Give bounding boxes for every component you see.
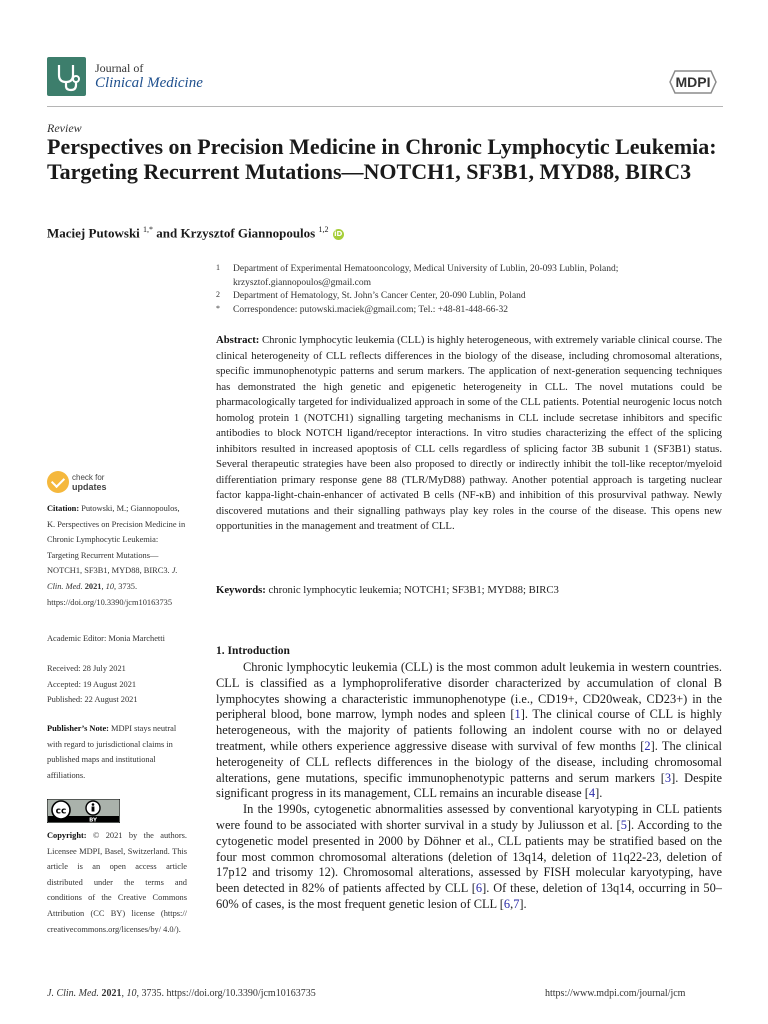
affiliation-email[interactable]: krzysztof.giannopoulos@gmail.com [233,278,372,288]
keywords-label: Keywords: [216,584,266,596]
paragraph-text: ]. The clinical course of CLL is highly heterogeneous, with the majority of patients following an indolent course with no or delayed treatment, while others experience aggressive disease with survival of few months [ [216,707,722,753]
citation-link[interactable]: 5 [620,817,627,832]
paragraph-text: ]. Despite significant progress in its management, CLL remains an incurable disease [ [216,770,723,801]
author-affiliation-marker: 1,* [143,225,154,234]
author-name[interactable]: Krzysztof Giannopoulos [180,225,316,241]
affiliation-text: Department of Experimental Hematooncology, Medical University of Lublin, 20-093 Lublin, Poland; [233,264,619,274]
abstract-text: Chronic lymphocytic leukemia (CLL) is highly heterogeneous, with extremely variable clinical course. The clinical heterogeneity of CLL reflects differences in the biology of the disease, including chromosomal alterations, specific immunophenotypic patterns and serum markers. The application of next-generation sequencing techniques has demonstrated the high genetic and epigenetic heterogeneity in CLL. The novel mutations could be pharmacologically targeted for individualized approach in some of the CLL patients. Potential neurogenic locus notch homolog protein 1 (NOTCH1) signalling targeting mechanisms in CLL include secretase inhibitors and specific antibodies to block NOTCH ligand/receptor interactions. In vitro studies characterizing the effect of the splicing inhibitors resulted in increased apoptosis of CLL cells regardless of splicing factor 3B subunit 1 (SF3B1) status. Several therapeutic strategies have been also proposed to directly or indirectly inhibit the toll-like receptor/myeloid differentiation primary response gene 88 (TLR/MyD88) pathway. Another potential approach is targeting nuclear factor kappa-light-chain-enhancer of activated B cells (NF-κB) and inhibition of this prosurvival pathway. Newly discovered mutations and their signalling pathways play key roles in the course of the disease. This opens new opportunities in the management and treatment of CLL. [216,334,722,532]
publication-dates [47,661,187,708]
paragraph-text: ]. The clinical heterogeneity of CLL reflects differences in the biology of the disease, including chromosomal alterations, gene mutations, specific immunophenotypic patterns and serum markers [ [216,738,722,785]
keywords-text: chronic lymphocytic leukemia; NOTCH1; SF3B1; MYD88; BIRC3 [268,584,559,596]
updates-label-line1: check for [72,473,105,482]
paragraph-text: , [510,896,514,911]
paragraph [216,660,722,802]
author-list [47,225,344,241]
accepted-date: Accepted: 19 August 2021 [47,679,137,689]
author-name[interactable]: Maciej Putowski [47,225,140,241]
author-affiliation-marker: 1,2 [318,225,329,234]
paragraph-text: ]. [519,896,527,911]
header-divider [47,106,723,107]
citation-link[interactable]: 1 [514,707,521,722]
article-type: Review [47,121,82,135]
footer-journal: J. Clin. Med. [47,988,99,999]
citation-journal: J. Clin. Med. [47,566,178,591]
affiliation-marker: * [216,304,220,313]
publisher-note-label: Publisher’s Note: [47,724,109,733]
introduction-body [216,660,722,913]
citation-text: Putowski, M.; Giannopoulos, K. Perspectives on Precision Medicine in Chronic Lymphocytic Leukemia: Targeting Recurrent Mutations—NOTCH1, SF3B1, MYD88, BIRC3. [47,504,186,576]
journal-prefix: Journal of [95,61,144,75]
svg-text:cc: cc [55,806,67,817]
correspondence-text: Correspondence: putowski.maciek@gmail.com; Tel.: +48-81-448-66-32 [233,305,508,315]
cc-by-license-icon[interactable] [47,799,120,823]
paragraph [216,802,722,913]
citation-year: 2021 [84,581,102,591]
affiliation-marker: 1 [216,263,220,272]
citation-link[interactable]: 6 [503,896,511,911]
citation-link[interactable]: 7 [513,896,520,911]
published-date: Published: 22 August 2021 [47,695,138,705]
paragraph-text: In the 1990s, cytogenetic abnormalities assessed by conventional karyotyping in CLL patients were found to be associated with shorter survival in a study by Juliusson et al. [ [216,802,722,832]
section-heading: 1. Introduction [216,645,290,657]
article-title: Perspectives on Precision Medicine in Chronic Lymphocytic Leukemia: Targeting Recurrent Mutations—NOTCH1, SF3B1, MYD88, BIRC3 [47,134,717,184]
journal-logo [47,57,86,96]
paragraph-text: ]. Of these, deletion of 13q14, occurring in 50–60% of cases, is the most frequent genetic lesion of CLL [ [216,881,722,911]
cc-by-label: BY [89,817,97,823]
footer-citation: J. Clin. Med. 2021, 10, 3735. https://doi.org/10.3390/jcm10163735 [47,988,316,999]
citation-volume: 10 [105,581,114,591]
check-for-updates-badge[interactable] [47,469,137,499]
citation: Citation: Putowski, M.; Giannopoulos, K. Perspectives on Precision Medicine in Chronic Lymphocytic Leukemia: Targeting Recurrent Mutations—NOTCH1, SF3B1, MYD88, BIRC3. J. Clin. Med. 2021, 10, 3735. https://doi.org/10.3390/jcm10163735 [47,504,186,607]
stethoscope-icon [47,57,86,96]
publisher-logo[interactable] [667,69,717,95]
academic-editor: Academic Editor: Monia Marchetti [47,634,165,643]
journal-name: Clinical Medicine [95,75,203,91]
footer-journal-url[interactable]: https://www.mdpi.com/journal/jcm [545,988,686,999]
author-conjunction: and [153,225,181,241]
affiliation-text: Department of Hematology, St. John’s Cancer Center, 20-090 Lublin, Poland [233,291,526,301]
abstract-label: Abstract: [216,334,260,346]
citation-link[interactable]: 2 [644,738,651,753]
copyright-label: Copyright: [47,831,87,840]
received-date: Received: 28 July 2021 [47,664,126,673]
keywords [216,584,722,596]
updates-label-line2: updates [72,482,107,492]
affiliation-marker: 2 [216,290,220,299]
citation-label: Citation: [47,504,80,513]
citation-link[interactable]: 6 [475,881,483,896]
publisher-note-text: MDPI stays neutral with regard to jurisdictional claims in published maps and institutional affiliations. [47,724,177,780]
publisher-note [47,721,187,783]
footer-year: 2021 [101,988,122,999]
copyright-text: © 2021 by the authors. Licensee MDPI, Basel, Switzerland. This article is an open access article distributed under the terms and conditions of the Creative Commons Attribution (CC BY) license (https:// creativecommons.org/licenses/by/ 4.0/). [47,831,188,934]
paragraph-text: ]. [595,786,603,801]
check-circle-icon [47,471,69,493]
paragraph-text: Chronic lymphocytic leukemia (CLL) is the most common adult leukemia in western countries. CLL is classified as a lymphoproliferative disorder characterized by accumulation of clonal B lymphocytes showing a characteristic immunophenotype (i.e., CD19+, CD20weak, CD23+) in the peripheral blood, bone marrow, lymph nodes and spleen [ [216,660,722,722]
footer-doi[interactable]: , 3735. https://doi.org/10.3390/jcm10163735 [136,988,316,999]
footer-volume: 10 [126,988,137,999]
paragraph-text: ]. According to the cytogenetic model presented in 2000 by Döhner et al., CLL patients may be stratified based on the four most common chromosomal alterations (deletion of 13q14, deletion of 11q22-23, deletion of 17p12 and trisomy 12). Chromosomal alterations, assessed by FISH molecular karyotyping, have been detected in 82% of patients affected by CLL [ [216,817,722,896]
copyright [47,828,187,937]
abstract [216,333,722,535]
citation-link[interactable]: 3 [664,770,672,785]
publisher-logo-text: MDPI [675,74,711,90]
citation-link[interactable]: 4 [588,786,596,801]
orcid-icon[interactable]: iD [334,230,343,239]
citation-doi[interactable]: , 3735. https://doi.org/10.3390/jcm10163735 [47,581,173,607]
